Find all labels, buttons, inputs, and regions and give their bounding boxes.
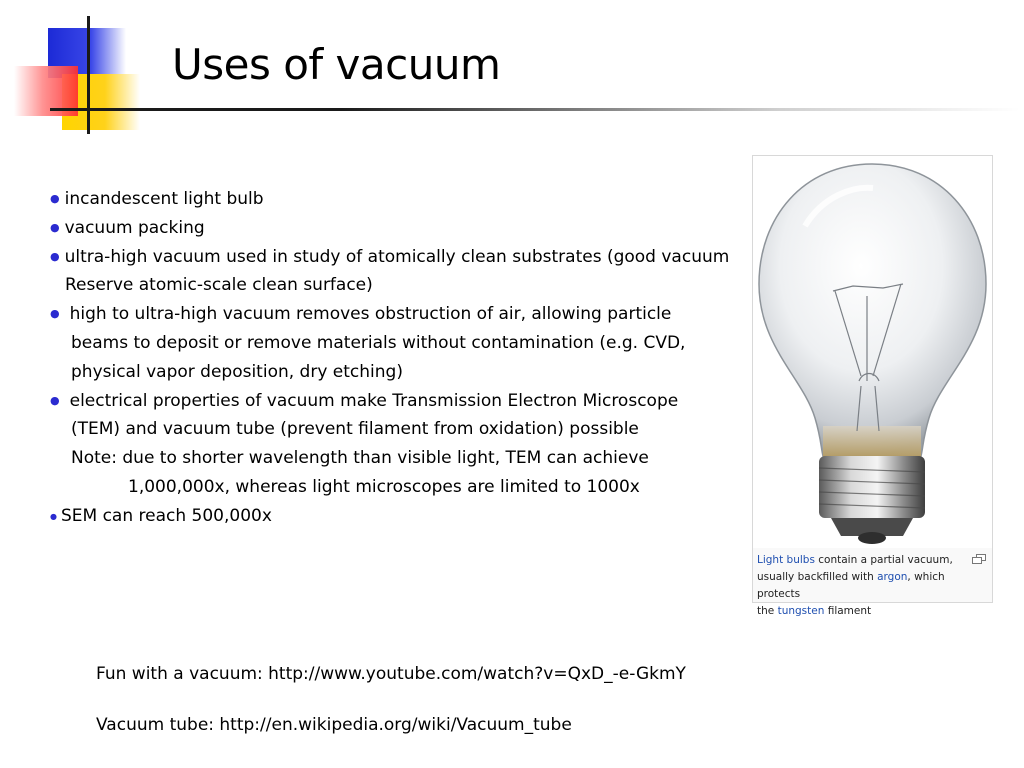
bullet-continuation: beams to deposit or remove materials without contamination (e.g. CVD, bbox=[71, 332, 686, 353]
bullet-dot-icon: ● bbox=[50, 220, 60, 234]
light-bulb-image bbox=[753, 156, 992, 548]
reference-links bbox=[96, 664, 686, 766]
bullet-dot-icon: ● bbox=[50, 511, 57, 521]
template-logo-graphic bbox=[0, 0, 140, 140]
note-line: 1,000,000x, whereas light microscopes are limited to 1000x bbox=[128, 476, 640, 497]
bullet-continuation: Reserve atomic-scale clean surface) bbox=[65, 275, 373, 296]
bullet-item: ● electrical properties of vacuum make Transmission Electron Microscope bbox=[50, 390, 679, 411]
link-fun-with-vacuum[interactable]: Fun with a vacuum: http://www.youtube.com/watch?v=QxD_-e-GkmY bbox=[96, 664, 686, 684]
title-underline bbox=[50, 108, 1020, 111]
bullet-continuation: (TEM) and vacuum tube (prevent filament from oxidation) possible bbox=[71, 419, 639, 440]
bullet-dot-icon: ● bbox=[50, 393, 60, 407]
caption-link-argon[interactable]: argon bbox=[877, 571, 908, 583]
caption-link-light-bulbs[interactable]: Light bulbs bbox=[757, 554, 815, 566]
bullet-item: ● SEM can reach 500,000x bbox=[50, 505, 272, 526]
vertical-rule bbox=[87, 16, 90, 134]
link-vacuum-tube[interactable]: Vacuum tube: http://en.wikipedia.org/wiki/Vacuum_tube bbox=[96, 715, 572, 735]
bullet-item: ● vacuum packing bbox=[50, 217, 205, 238]
bullet-continuation: physical vapor deposition, dry etching) bbox=[71, 361, 403, 382]
image-caption: Light bulbs contain a partial vacuum, usually backfilled with argon, which protects the tungsten filament bbox=[757, 554, 953, 617]
bullet-list bbox=[50, 185, 750, 532]
bullet-dot-icon: ● bbox=[50, 307, 60, 321]
bullet-item: ● incandescent light bulb bbox=[50, 189, 264, 209]
caption-link-tungsten[interactable]: tungsten bbox=[777, 605, 825, 617]
light-bulb-figure bbox=[752, 155, 993, 617]
bullet-item: ● high to ultra-high vacuum removes obstruction of air, allowing particle bbox=[50, 304, 672, 325]
bullet-item: ● ultra-high vacuum used in study of atomically clean substrates (good vacuum bbox=[50, 246, 730, 267]
note-line: Note: due to shorter wavelength than visible light, TEM can achieve bbox=[71, 448, 649, 469]
slide-title: Uses of vacuum bbox=[172, 40, 501, 89]
bullet-dot-icon: ● bbox=[50, 249, 60, 263]
bullet-dot-icon: ● bbox=[50, 192, 60, 205]
